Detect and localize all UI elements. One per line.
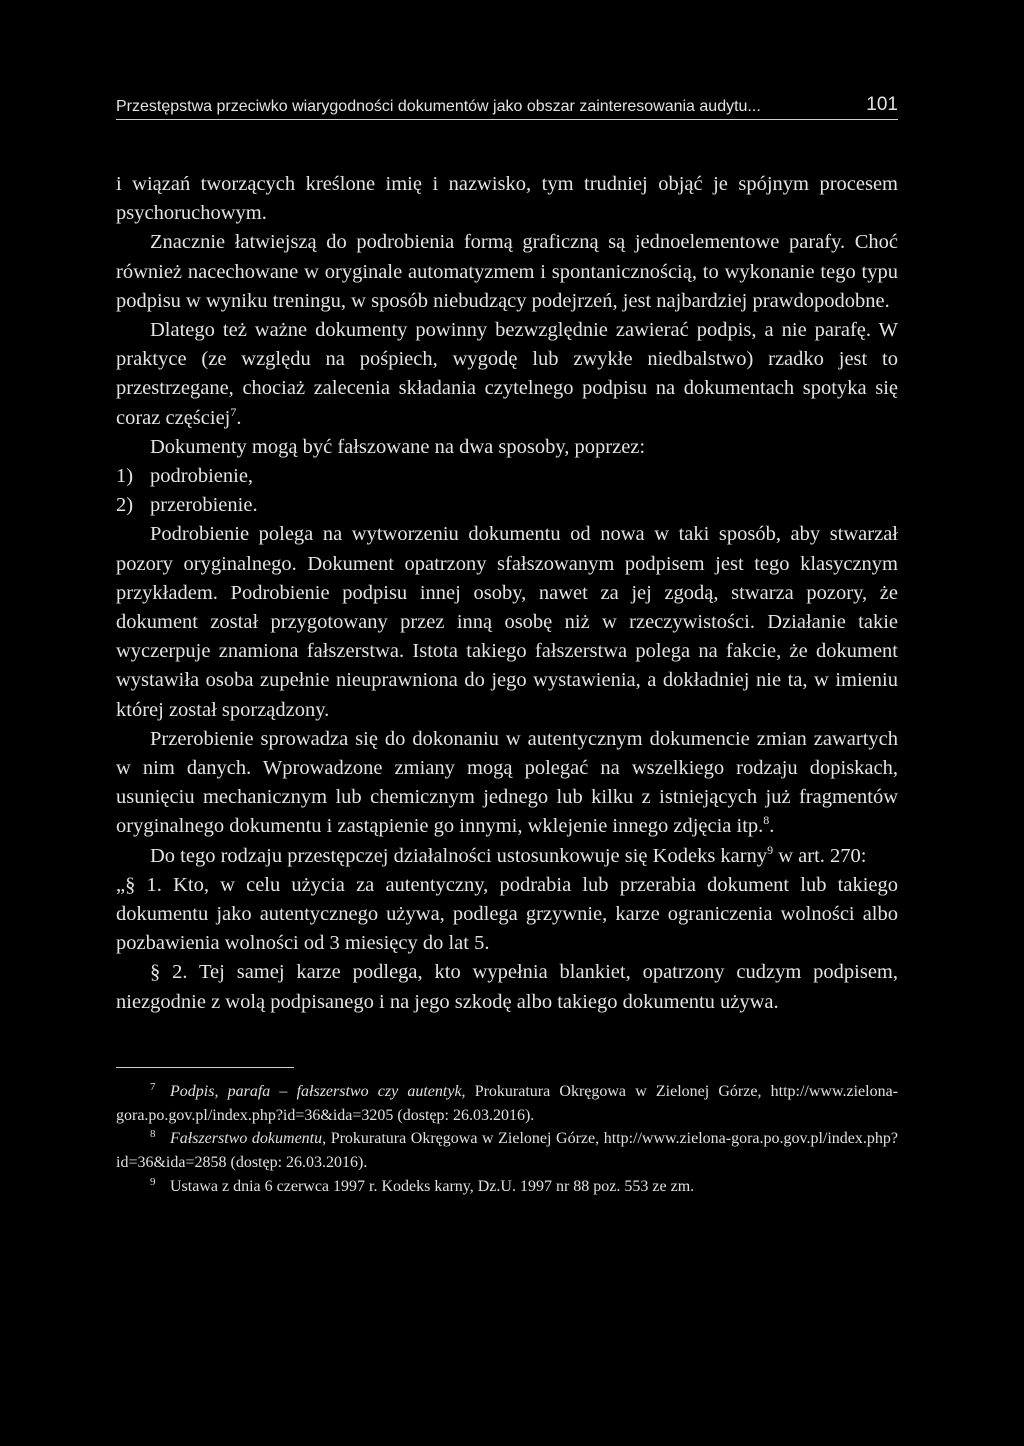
footnote-7: 7 Podpis, parafa – fałszerstwo czy autentyk, Prokuratura Okręgowa w Zielonej Górze, http://www.zielona-gora.po.gov.pl/index.php?id=36&ida=3205 (dostęp: 26.03.2016). <box>116 1080 898 1124</box>
footnote-title: Podpis, parafa – fałszerstwo czy autentyk <box>170 1082 462 1100</box>
paragraph-3-end: . <box>236 406 242 429</box>
list-item-text: podrobienie, <box>150 465 254 488</box>
paragraph-2: Znacznie łatwiejszą do podrobienia formą graficzną są jednoelementowe parafy. Choć również nacechowane w oryginale automatyzmem i spontanicznością, to wykonanie tego typu podpisu w wyniku treningu, w sposób niebudzący podejrzeń, jest najbardziej prawdopodobne. <box>116 231 898 312</box>
paragraph-6 <box>116 725 898 842</box>
paragraph-1: i wiązań tworzących kreślone imię i nazwisko, tym trudniej objąć je spójnym procesem psychoruchowym. <box>116 173 898 225</box>
paragraph-9-quote: § 2. Tej samej karze podlega, kto wypełnia blankiet, opatrzony cudzym podpisem, niezgodnie z wolą podpisanego i na jego szkodę albo takiego dokumentu używa. <box>116 961 898 1013</box>
paragraph-7 <box>116 842 898 871</box>
body-text <box>116 170 898 1017</box>
footnote-9: 9 Ustawa z dnia 6 czerwca 1997 r. Kodeks karny, Dz.U. 1997 nr 88 poz. 553 ze zm. <box>150 1175 695 1196</box>
footnote-title: Fałszerstwo dokumentu <box>170 1130 323 1148</box>
running-header-title: Przestępstwa przeciwko wiarygodności dokumentów jako obszar zainteresowania audytu... <box>116 98 761 115</box>
paragraph-5: Podrobienie polega na wytworzeniu dokumentu od nowa w taki sposób, aby stwarzał pozory oryginalnego. Dokument opatrzony sfałszowanym podpisem jest tego klasycznym przykładem. Podrobienie podpisu innej osoby, nawet za jej zgodą, stwarza pozory, że dokument został przygotowany przez inną osobę niż w rzeczywistości. Działanie takie wyczerpuje znamiona fałszerstwa. Istota takiego fałszerstwa polega na fakcie, że dokument wystawiła osoba zupełnie nieuprawniona do jego wystawienia, a dokładniej nie ta, w imieniu której został sporządzony. <box>116 523 898 721</box>
paragraph-6-text: Przerobienie sprowadza się do dokonaniu w autentycznym dokumencie zmian zawartych w nim danych. Wprowadzone zmiany mogą polegać na wszelkiego rodzaju dopiskach, usunięciu mechanicznym lub chemicznym jednego lub kilku z istniejących już fragmentów oryginalnego dokumentu i zastąpienie go innymi, wklejenie innego zdjęcia itp. <box>116 727 898 838</box>
paragraph-3-text: Dlatego też ważne dokumenty powinny bezwzględnie zawierać podpis, a nie parafę. W praktyce (ze względu na pośpiech, wygodę lub zwykłe niedbalstwo) rzadko jest to przestrzegane, chociaż zalecenia składania czytelnego podpisu na dokumentach spotyka się coraz częściej <box>116 319 898 429</box>
footnote-ref-7[interactable]: 7 <box>230 404 237 419</box>
list-item-number: 1) <box>116 465 134 488</box>
page-number: 101 <box>866 94 898 115</box>
running-header <box>116 92 898 120</box>
paragraph-8-quote: „§ 1. Kto, w celu użycia za autentyczny, podrabia lub przerabia dokument lub takiego dokumentu jako autentycznego używa, podlega grzywnie, karze ograniczenia wolności albo pozbawienia wolności od 3 miesięcy do lat 5. <box>116 873 898 955</box>
list-item <box>116 491 898 520</box>
footnote-ref-9[interactable]: 9 <box>767 842 774 857</box>
footnote-text: , Prokuratura Okręgowa w Zielonej Górze, http://www.zielona-gora.po.gov.pl/index.php?id=36&ida=2858 (dostęp: 26.03.2016). <box>116 1130 898 1172</box>
paragraph-3 <box>116 316 898 433</box>
footnote-8: 8 Fałszerstwo dokumentu, Prokuratura Okręgowa w Zielonej Górze, http://www.zielona-gora.po.gov.pl/index.php?id=36&ida=2858 (dostęp: 26.03.2016). <box>116 1128 898 1172</box>
footnotes <box>116 1080 898 1199</box>
paragraph-7-end: w art. 270: <box>773 844 867 867</box>
footnote-ref-8[interactable]: 8 <box>763 813 770 828</box>
list-item-number: 2) <box>116 494 134 517</box>
paragraph-4: Dokumenty mogą być fałszowane na dwa sposoby, poprzez: <box>150 435 646 458</box>
footnote-separator <box>116 1067 294 1068</box>
footnote-text: , Prokuratura Okręgowa w Zielonej Górze, http://www.zielona-gora.po.gov.pl/index.php?id=36&ida=3205 (dostęp: 26.03.2016). <box>116 1082 898 1124</box>
list-item-text: przerobienie. <box>150 494 258 517</box>
list-item <box>116 462 898 491</box>
paragraph-7-text: Do tego rodzaju przestępczej działalności ustosunkowuje się Kodeks karny <box>150 844 768 867</box>
paragraph-6-end: . <box>769 815 775 838</box>
footnote-text: Ustawa z dnia 6 czerwca 1997 r. Kodeks karny, Dz.U. 1997 nr 88 poz. 553 ze zm. <box>170 1178 695 1196</box>
document-page <box>116 92 898 1199</box>
